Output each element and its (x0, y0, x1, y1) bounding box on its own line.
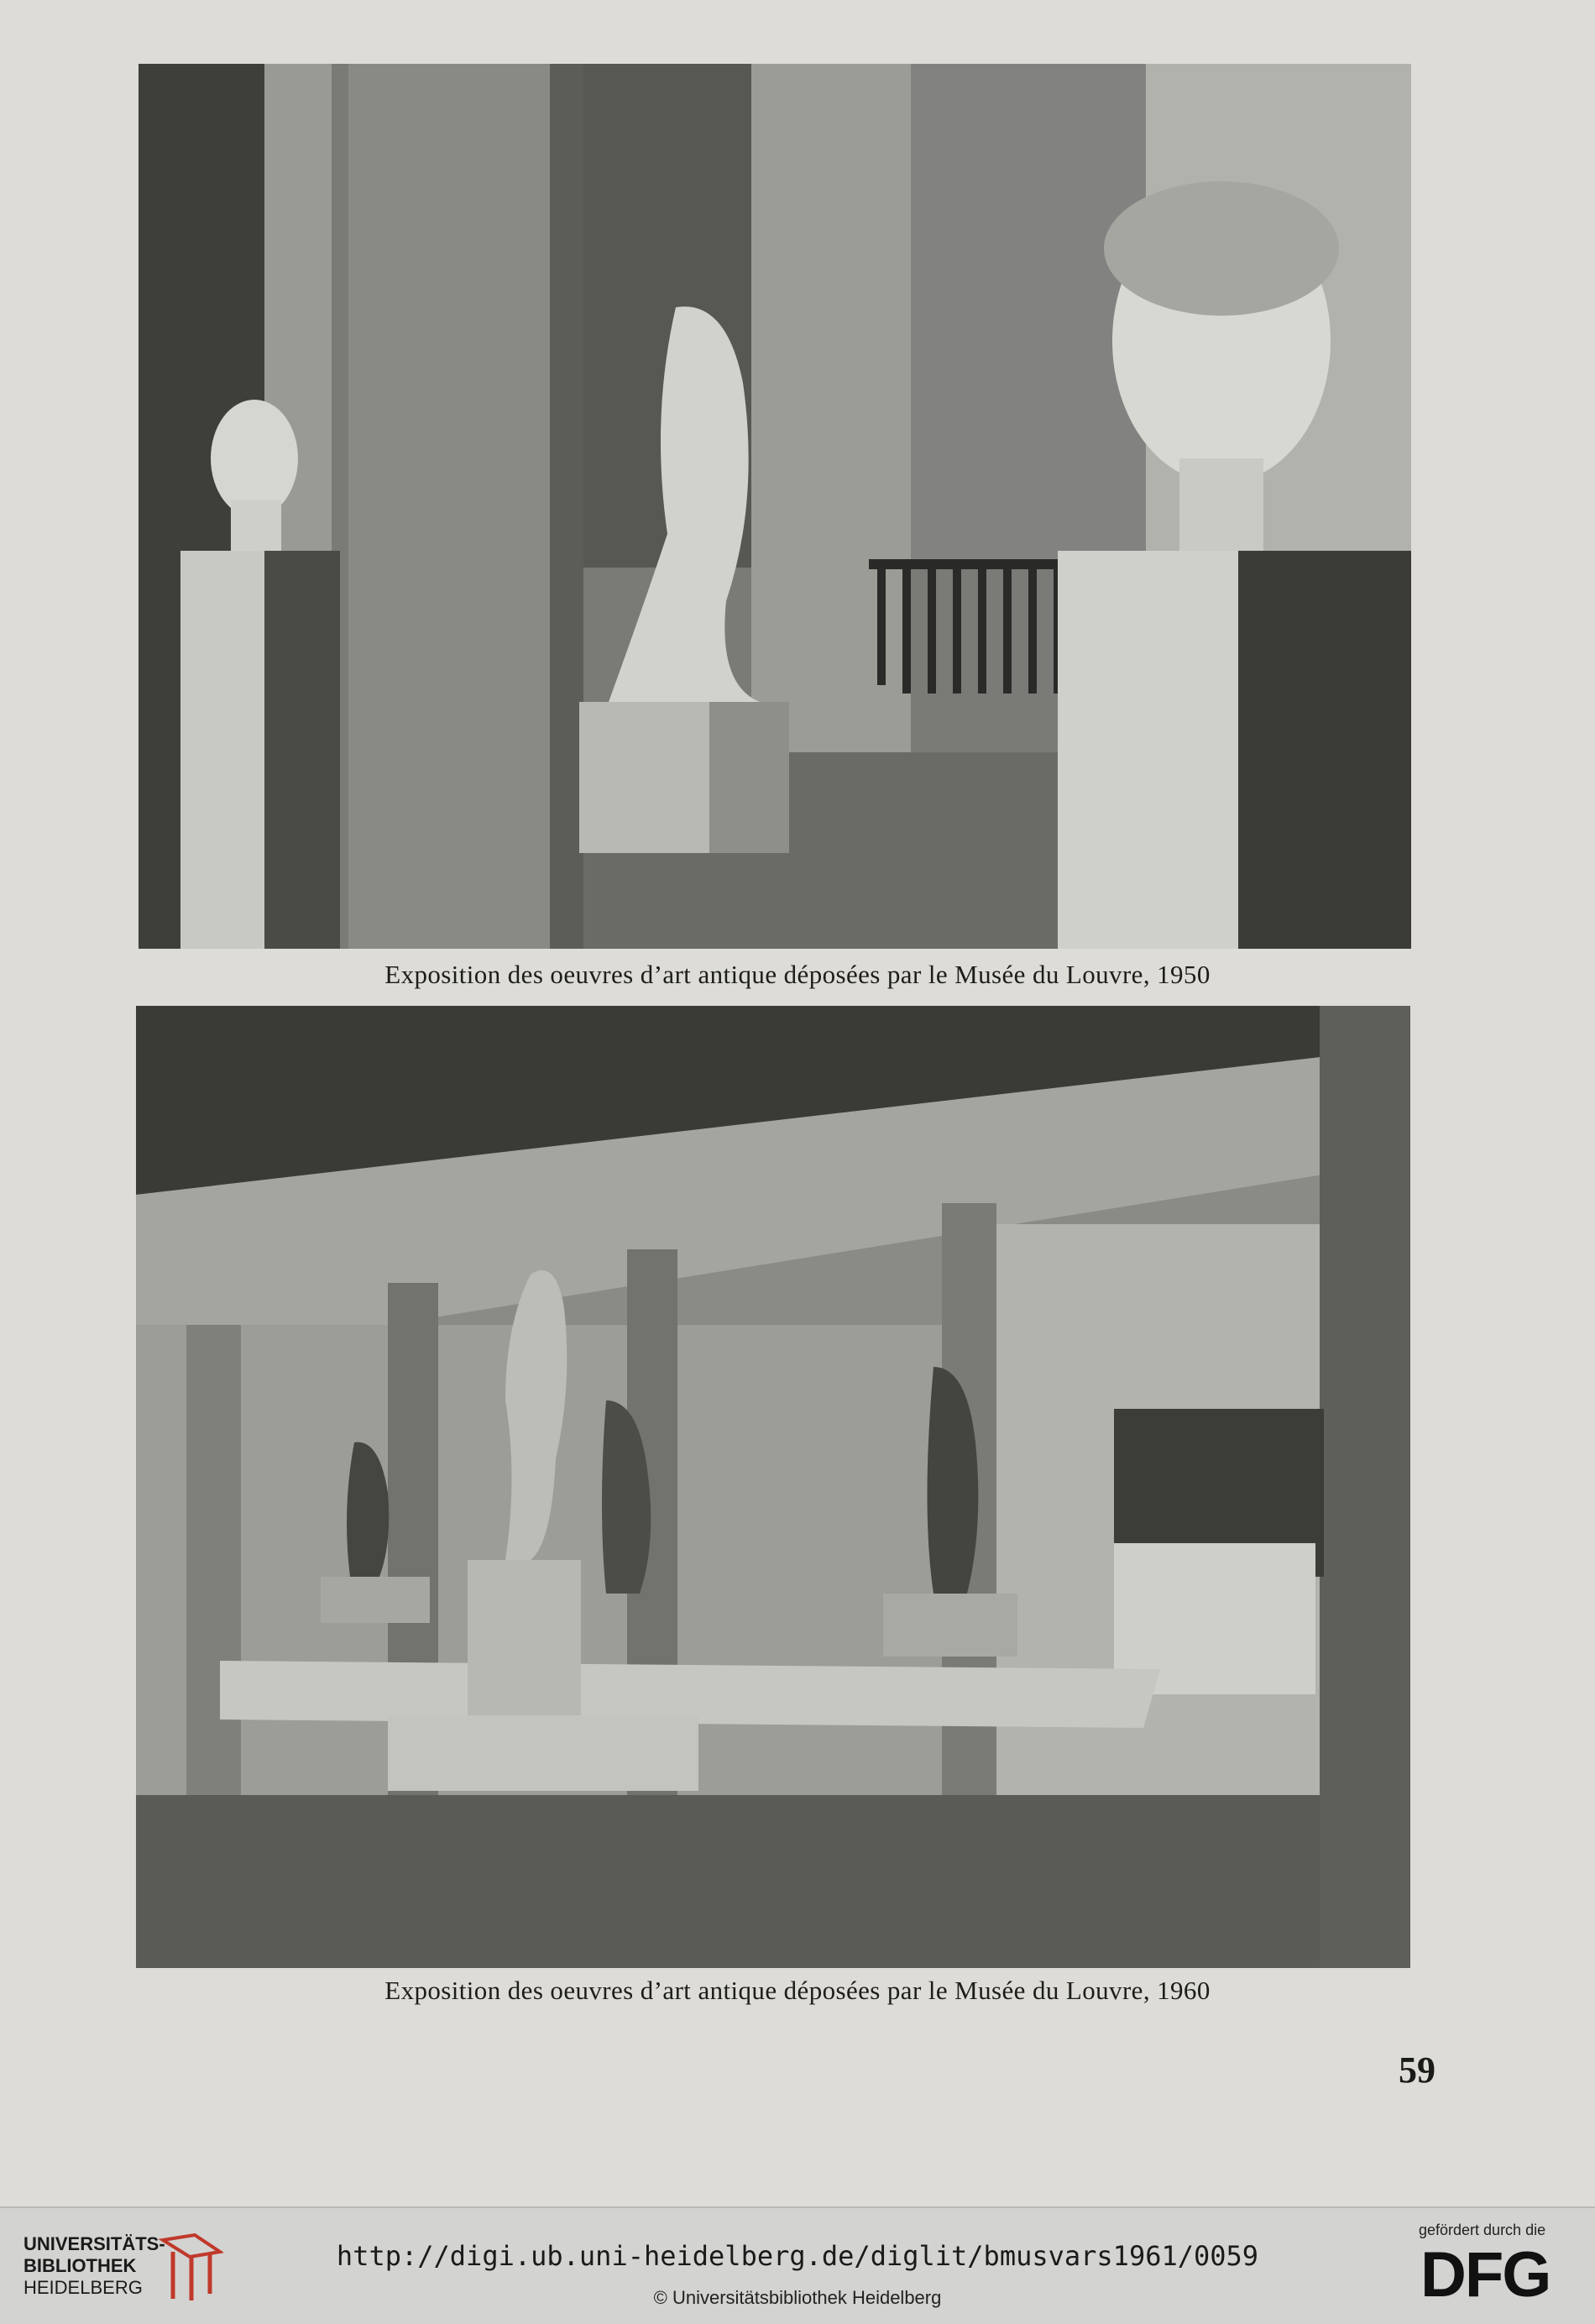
caption-1960: Exposition des oeuvres d’art antique déposées par le Musée du Louvre, 1960 (384, 1976, 1211, 2005)
library-name-line1: UNIVERSITÄTS- (24, 2233, 165, 2254)
library-name-line2: BIBLIOTHEK (24, 2255, 137, 2276)
copyright-notice: © Universitätsbibliothek Heidelberg (653, 2287, 942, 2308)
digitization-footer (0, 2206, 1595, 2324)
photo-1950-image (139, 64, 1411, 949)
photo-exhibition-1960 (136, 1006, 1410, 1968)
photo-exhibition-1950 (139, 64, 1411, 949)
page-number: 59 (1399, 2049, 1436, 2091)
dfg-logo: DFG (1420, 2239, 1551, 2311)
caption-1950: Exposition des oeuvres d’art antique déposées par le Musée du Louvre, 1950 (384, 960, 1211, 989)
funded-by-label: gefördert durch die (1419, 2222, 1546, 2238)
library-name-line3: HEIDELBERG (24, 2277, 143, 2298)
permalink-url[interactable]: http://digi.ub.uni-heidelberg.de/diglit/bmusvars1961/0059 (336, 2240, 1259, 2272)
photo-1960-image (136, 1006, 1410, 1968)
